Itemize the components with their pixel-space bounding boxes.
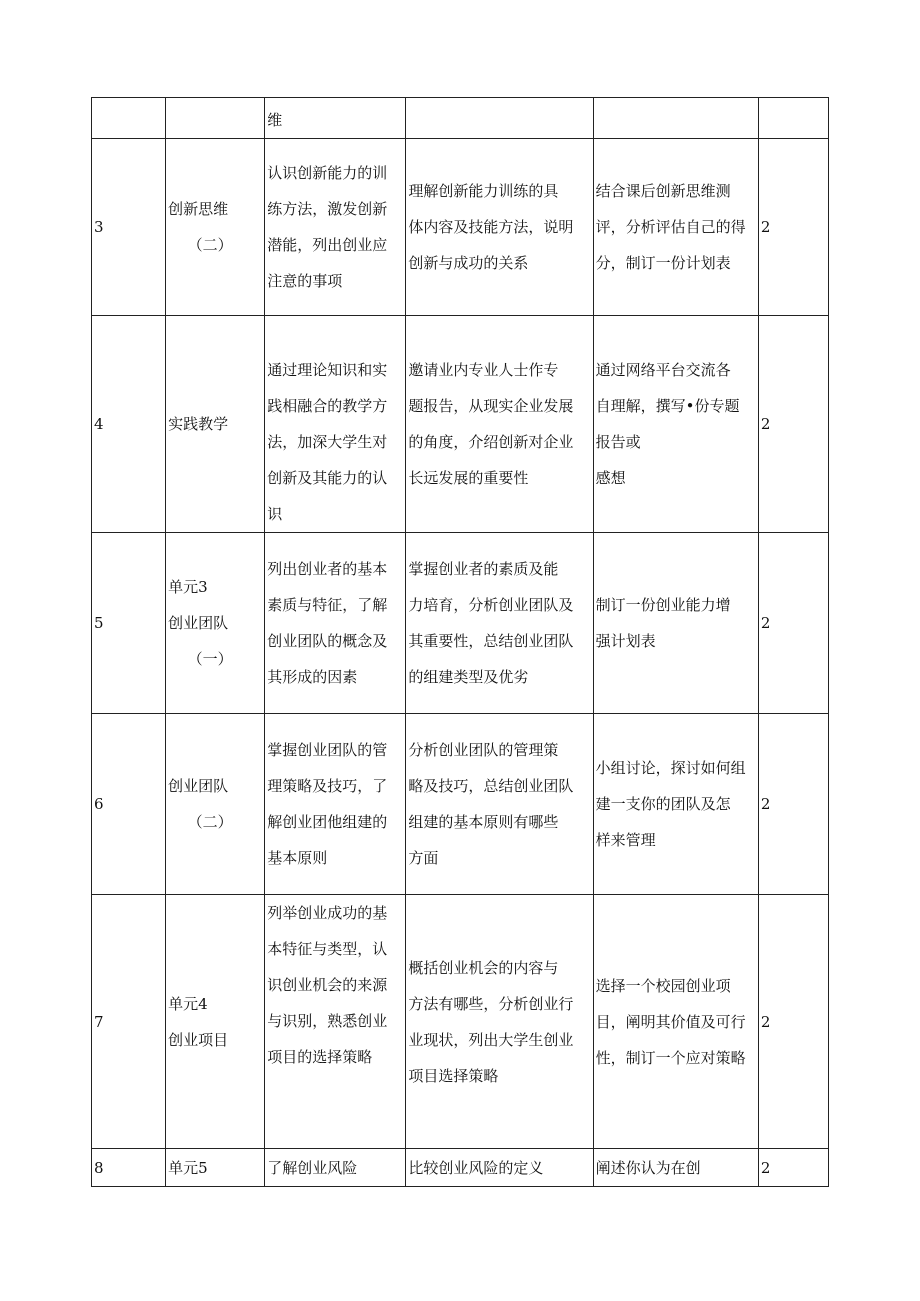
cell-text: 识 [267,505,283,523]
cell-text: 潜能，列出创业应 [267,236,388,254]
cell-text: 感想 [595,469,626,487]
cell-text: 维 [267,111,283,129]
goal-cell [265,533,406,714]
row-number-cell: 4 [92,316,166,533]
cell-text: 其重要性，总结创业团队 [408,632,574,650]
cell-text: 体内容及技能方法，说明 [408,218,574,236]
cell-text: 实践教学 [168,415,229,433]
cell-text: 通过理论知识和实 [267,361,388,379]
cell-text: 项目的选择策略 [267,1048,373,1066]
cell-text: 认识创新能力的训 [267,164,388,182]
row-number-cell [92,98,166,139]
content-cell [406,98,593,139]
goal-cell [265,139,406,316]
cell-text: 建一支你的团队及怎 [595,795,731,813]
unit-cell [166,533,265,714]
content-cell [406,139,593,316]
cell-text: 理解创新能力训练的具 [408,182,559,200]
cell-text: 创新思维 [168,200,229,218]
cell-text: 略及技巧，总结创业团队 [408,777,574,795]
content-cell [406,895,593,1149]
cell-text: （二） [187,813,233,831]
cell-text: 性，制订一个应对策略 [595,1048,746,1067]
cell-text: 单元4 [168,994,208,1013]
table-row [92,533,829,714]
goal-cell [265,895,406,1149]
task-cell [593,714,758,895]
cell-text: 单元3 [168,578,208,596]
task-cell [593,533,758,714]
cell-text: 制订一份创业能力增 [595,596,731,614]
unit-cell [166,98,265,139]
cell-text: 概括创业机会的内容与 [408,958,559,977]
cell-text: 样来管理 [595,831,656,849]
cell-text: 评，分析评估自己的得 [595,218,746,236]
cell-text: （一） [187,650,233,668]
table-row [92,714,829,895]
cell-text: 单元5 [168,1158,208,1177]
task-cell [593,895,758,1149]
cell-text: 自理解，撰写•份专题 [595,397,740,415]
cell-text: 邀请业内专业人士作专 [408,361,559,379]
cell-text: 掌握创业团队的管 [267,741,388,759]
cell-text: 注意的事项 [267,272,343,290]
cell-text: 解创业团他组建的 [267,813,388,831]
cell-text: 强计划表 [595,632,656,650]
cell-text: 创业团队的概念及 [267,632,388,650]
cell-text: 项目选择策略 [408,1066,499,1085]
cell-text: 小组讨论，探讨如何组 [595,759,746,777]
cell-text: 的角度，介绍创新对企业 [408,433,574,451]
cell-text: 目，阐明其价值及可行 [595,1012,746,1031]
cell-text: 分，制订一份计划表 [595,254,731,272]
content-cell [406,1149,593,1187]
cell-text: 创业团队 [168,777,229,795]
hours-cell: 2 [758,895,828,1149]
hours-cell: 2 [758,316,828,533]
task-cell [593,139,758,316]
row-number-cell: 8 [92,1149,166,1187]
hours-cell: 2 [758,1149,828,1187]
row-number-cell: 3 [92,139,166,316]
cell-text: 方面 [408,849,439,867]
cell-text: 选择一个校园创业项 [595,976,731,995]
hours-cell [758,98,828,139]
cell-text: 与识别，熟悉创业 [267,1012,388,1030]
cell-text: 理策略及技巧，了 [267,777,388,795]
cell-text: 阐述你认为在创 [595,1158,701,1177]
goal-cell [265,714,406,895]
cell-text: 的组建类型及优劣 [408,668,529,686]
course-schedule-table [91,97,829,1187]
cell-text: 践相融合的教学方 [267,397,388,415]
task-cell [593,98,758,139]
unit-cell [166,316,265,533]
unit-cell [166,1149,265,1187]
cell-text: 组建的基本原则有哪些 [408,813,559,831]
unit-cell [166,895,265,1149]
cell-text: （二） [187,236,233,254]
table-row [92,139,829,316]
cell-text: 创新与成功的关系 [408,254,529,272]
hours-cell: 2 [758,533,828,714]
cell-text: 素质与特征，了解 [267,596,388,614]
cell-text: 结合课后创新思维测 [595,182,731,200]
row-number-cell: 6 [92,714,166,895]
goal-cell [265,98,406,139]
table-row [92,1149,829,1187]
table-row [92,316,829,533]
cell-text: 基本原则 [267,849,328,867]
cell-text: 识创业机会的来源 [267,976,388,994]
task-cell [593,316,758,533]
row-number-cell: 7 [92,895,166,1149]
unit-cell [166,714,265,895]
hours-cell: 2 [758,714,828,895]
unit-cell [166,139,265,316]
cell-text: 报告或 [595,433,641,451]
cell-text: 业现状，列出大学生创业 [408,1030,574,1049]
cell-text: 练方法，激发创新 [267,200,388,218]
cell-text: 其形成的因素 [267,668,358,686]
hours-cell: 2 [758,139,828,316]
table-row [92,98,829,139]
cell-text: 创新及其能力的认 [267,469,388,487]
cell-text: 本特征与类型，认 [267,940,388,958]
cell-text: 列举创业成功的基 [267,904,388,922]
goal-cell [265,316,406,533]
row-number-cell: 5 [92,533,166,714]
cell-text: 了解创业风险 [267,1158,358,1177]
cell-text: 比较创业风险的定义 [408,1158,544,1177]
content-cell [406,714,593,895]
cell-text: 列出创业者的基本 [267,560,388,578]
goal-cell [265,1149,406,1187]
cell-text: 长远发展的重要性 [408,469,529,487]
content-cell [406,533,593,714]
content-cell [406,316,593,533]
cell-text: 掌握创业者的素质及能 [408,560,559,578]
task-cell [593,1149,758,1187]
cell-text: 题报告，从现实企业发展 [408,397,574,415]
table-row [92,895,829,1149]
cell-text: 创业团队 [168,614,229,632]
cell-text: 分析创业团队的管理策 [408,741,559,759]
cell-text: 通过网络平台交流各 [595,361,731,379]
cell-text: 方法有哪些，分析创业行 [408,994,574,1013]
cell-text: 创业项目 [168,1030,229,1049]
cell-text: 力培育，分析创业团队及 [408,596,574,614]
cell-text: 法，加深大学生对 [267,433,388,451]
